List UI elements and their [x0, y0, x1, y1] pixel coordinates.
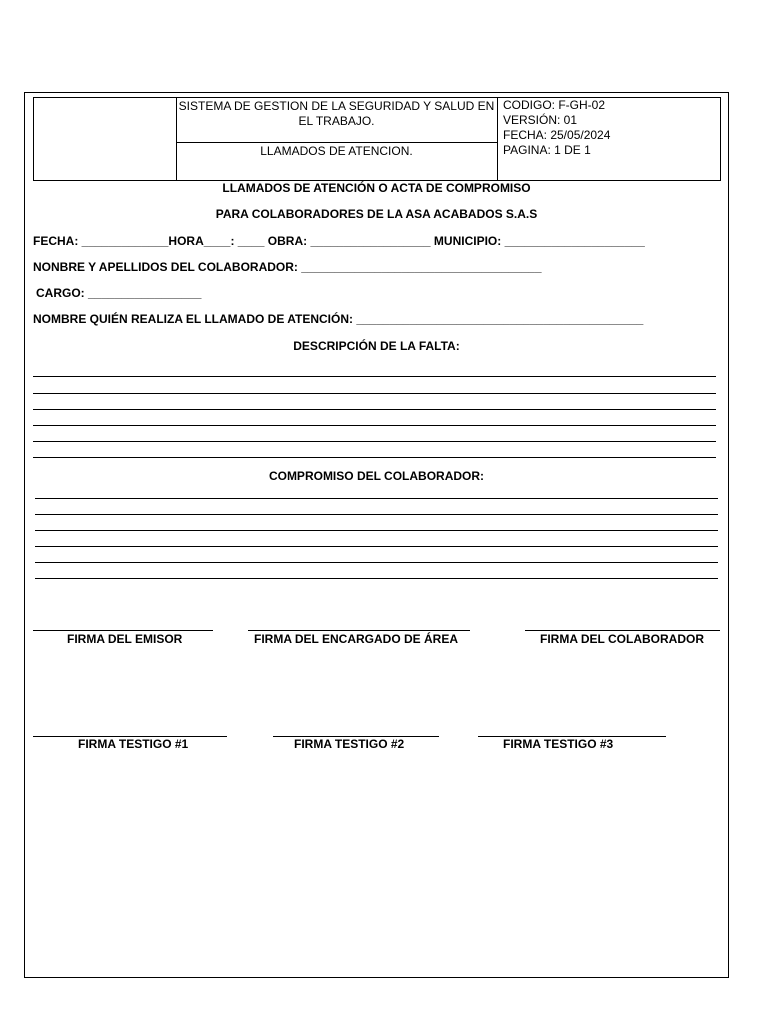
compromiso-line[interactable] — [35, 578, 718, 579]
signature-label-testigo2: FIRMA TESTIGO #2 — [294, 737, 405, 751]
compromiso-title: COMPROMISO DEL COLABORADOR: — [268, 469, 485, 483]
document-date: FECHA: 25/05/2024 — [503, 128, 611, 142]
title-cell — [176, 98, 498, 180]
signature-label-encargado: FIRMA DEL ENCARGADO DE ÁREA — [254, 632, 459, 646]
realiza-llamado-field[interactable]: NOMBRE QUIÉN REALIZA EL LLAMADO DE ATENCIÓN: ___________________________________________ — [33, 312, 644, 326]
signature-label-testigo3: FIRMA TESTIGO #3 — [503, 737, 614, 751]
signature-line-emisor[interactable] — [33, 630, 213, 631]
descripcion-line[interactable] — [33, 393, 716, 394]
compromiso-line[interactable] — [35, 530, 718, 531]
document-version: VERSIÓN: 01 — [503, 113, 578, 127]
document-code: CODIGO: F-GH-02 — [503, 98, 606, 112]
fecha-hora-obra-field[interactable]: FECHA: _____________HORA____: ____ OBRA: __________________ MUNICIPIO: _____________________ — [33, 234, 645, 248]
form-title-line2: PARA COLABORADORES DE LA ASA ACABADOS S.A.S — [215, 207, 538, 221]
compromiso-line[interactable] — [35, 562, 718, 563]
signature-label-testigo1: FIRMA TESTIGO #1 — [78, 737, 189, 751]
form-frame — [24, 92, 729, 978]
signature-label-colaborador: FIRMA DEL COLABORADOR — [540, 632, 704, 646]
cargo-field[interactable]: CARGO: _________________ — [36, 286, 202, 300]
descripcion-line[interactable] — [33, 409, 716, 410]
document-name: LLAMADOS DE ATENCION. — [260, 144, 413, 158]
compromiso-line[interactable] — [35, 498, 718, 499]
nombre-colaborador-field[interactable]: NONBRE Y APELLIDOS DEL COLABORADOR: ____________________________________ — [33, 260, 542, 274]
descripcion-line[interactable] — [33, 441, 716, 442]
descripcion-title: DESCRIPCIÓN DE LA FALTA: — [293, 339, 460, 353]
descripcion-line[interactable] — [33, 376, 716, 377]
system-title: SISTEMA DE GESTION DE LA SEGURIDAD Y SALUD EN EL TRABAJO. — [176, 98, 497, 143]
compromiso-line[interactable] — [35, 546, 718, 547]
descripcion-line[interactable] — [33, 425, 716, 426]
logo-cell — [34, 98, 177, 180]
compromiso-line[interactable] — [35, 514, 718, 515]
form-title-line1: LLAMADOS DE ATENCIÓN O ACTA DE COMPROMISO — [222, 181, 531, 195]
descripcion-line[interactable] — [33, 457, 716, 458]
header-table — [33, 97, 721, 181]
document-control-cell — [498, 98, 720, 158]
signature-line-encargado[interactable] — [248, 630, 470, 631]
document-page: PAGINA: 1 DE 1 — [503, 143, 591, 157]
signature-line-colaborador[interactable] — [525, 630, 720, 631]
signature-label-emisor: FIRMA DEL EMISOR — [67, 632, 183, 646]
